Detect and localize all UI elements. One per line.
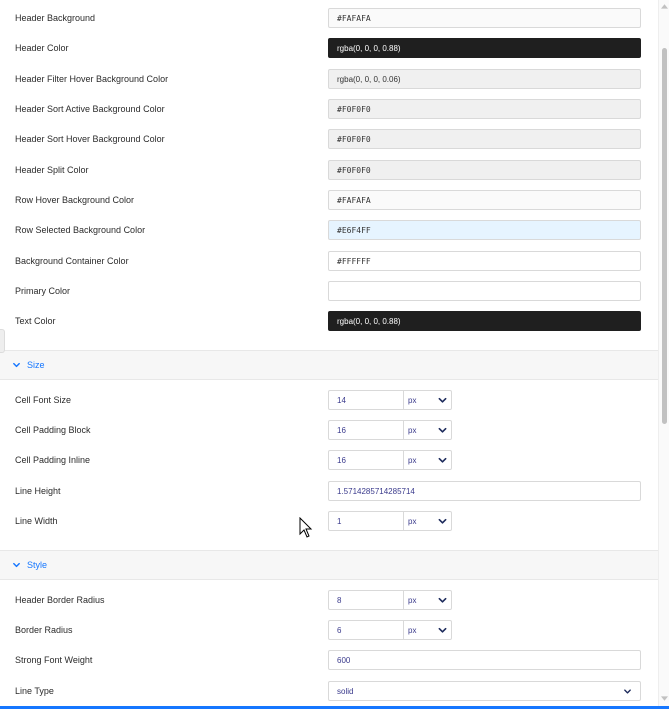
setting-row-bg-container-color [0,246,658,276]
chevron-down-icon [438,456,447,465]
setting-label: Line Width [15,516,58,526]
setting-row-text-color [0,306,658,336]
color-input[interactable]: #F0F0F0 [328,99,641,119]
chevron-down-icon [438,596,447,605]
setting-label: Header Sort Hover Background Color [15,134,165,144]
number-input[interactable]: 14 [329,391,404,409]
chevron-down-icon [12,361,21,370]
setting-label: Line Type [15,686,54,696]
setting-row-header-color [0,33,658,63]
number-input[interactable]: 1 [329,512,404,530]
chevron-down-icon [438,426,447,435]
unit-input-group [328,511,452,531]
setting-row-row-hover-bg [0,185,658,215]
color-input[interactable]: rgba(0, 0, 0, 0.88) [328,38,641,58]
unit-input-group [328,420,452,440]
setting-label: Strong Font Weight [15,655,93,665]
setting-label: Line Height [15,486,61,496]
setting-label: Header Filter Hover Background Color [15,74,169,84]
setting-row-header-sort-active-bg [0,94,658,124]
unit-input-group [328,620,452,640]
text-input[interactable]: 600 [328,650,641,670]
unit-label: px [408,455,417,465]
setting-label: Header Split Color [15,165,89,175]
number-input[interactable]: 16 [329,421,404,439]
vertical-scrollbar[interactable] [658,0,669,709]
setting-label: Cell Font Size [15,395,72,405]
unit-label: px [408,425,417,435]
setting-label: Header Background [15,13,96,23]
section-title: Size [27,360,45,370]
setting-row-strong-font-weight [0,645,658,675]
setting-row-cell-padding-block [0,415,658,445]
unit-select[interactable] [404,621,451,639]
panel-resize-handle[interactable] [0,329,5,353]
setting-row-cell-padding-inline [0,445,658,475]
unit-select[interactable] [404,391,451,409]
setting-label: Border Radius [15,625,73,635]
setting-row-line-width [0,506,658,536]
color-input[interactable]: rgba(0, 0, 0, 0.88) [328,311,641,331]
setting-label: Header Sort Active Background Color [15,104,165,114]
unit-select[interactable] [404,512,451,530]
setting-label: Cell Padding Inline [15,455,91,465]
chevron-down-icon [438,517,447,526]
color-input[interactable]: #FAFAFA [328,190,641,210]
setting-row-line-height [0,476,658,506]
unit-input-group [328,390,452,410]
color-input[interactable]: #F0F0F0 [328,160,641,180]
setting-label: Background Container Color [15,256,129,266]
setting-label: Row Selected Background Color [15,225,146,235]
setting-label: Cell Padding Block [15,425,91,435]
setting-row-header-border-radius [0,585,658,615]
unit-select[interactable] [404,421,451,439]
number-input[interactable]: 6 [329,621,404,639]
unit-label: px [408,625,417,635]
text-input[interactable]: 1.5714285714285714 [328,481,641,501]
unit-select[interactable] [404,591,451,609]
setting-label: Text Color [15,316,56,326]
chevron-down-icon [438,396,447,405]
setting-row-border-radius [0,615,658,645]
section-title: Style [27,560,48,570]
setting-row-row-selected-bg [0,215,658,245]
chevron-down-icon [12,561,21,570]
setting-label: Header Color [15,43,69,53]
setting-label: Header Border Radius [15,595,105,605]
color-input[interactable]: #FFFFFF [328,251,641,271]
section-header-size[interactable] [0,350,658,380]
setting-row-line-type [0,676,658,706]
unit-select[interactable] [404,451,451,469]
select-value: solid [337,686,354,696]
unit-label: px [408,395,417,405]
mouse-cursor-icon [299,517,313,539]
setting-row-header-split-color [0,155,658,185]
unit-input-group [328,450,452,470]
setting-row-header-background [0,3,658,33]
color-input[interactable]: rgba(0, 0, 0, 0.06) [328,69,641,89]
setting-row-cell-font-size [0,385,658,415]
setting-label: Row Hover Background Color [15,195,135,205]
scroll-up-arrow-icon[interactable] [661,3,668,9]
number-input[interactable]: 16 [329,451,404,469]
unit-input-group [328,590,452,610]
color-input[interactable]: #FAFAFA [328,8,641,28]
color-input[interactable] [328,281,641,301]
setting-row-header-sort-hover-bg [0,124,658,154]
number-input[interactable]: 8 [329,591,404,609]
color-input[interactable]: #F0F0F0 [328,129,641,149]
chevron-down-icon [623,687,632,696]
scrollbar-thumb[interactable] [662,48,667,424]
chevron-down-icon [438,626,447,635]
unit-label: px [408,516,417,526]
color-input[interactable]: #E6F4FF [328,220,641,240]
setting-row-primary-color [0,276,658,306]
unit-label: px [408,595,417,605]
setting-row-header-filter-hover-bg [0,64,658,94]
line-type-select[interactable] [328,681,641,701]
scroll-down-arrow-icon[interactable] [661,696,668,702]
section-header-style[interactable] [0,550,658,580]
setting-label: Primary Color [15,286,71,296]
